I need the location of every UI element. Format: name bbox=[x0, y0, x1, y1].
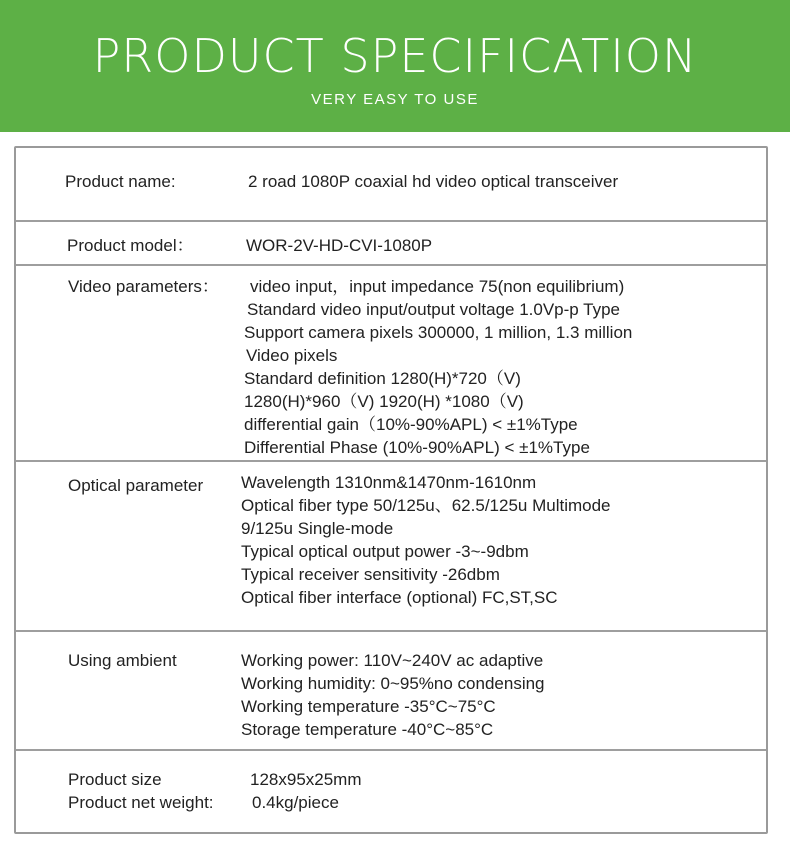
spec-value-line: differential gain（10%-90%APL) < ±1%Type bbox=[244, 415, 578, 434]
spec-value-line: Working temperature -35°C~75°C bbox=[241, 697, 496, 716]
row-divider bbox=[16, 460, 766, 462]
spec-label: Product size bbox=[68, 770, 162, 789]
row-divider bbox=[16, 749, 766, 751]
row-divider bbox=[16, 630, 766, 632]
spec-table bbox=[14, 146, 768, 834]
page-subtitle: VERY EASY TO USE bbox=[311, 91, 479, 108]
spec-label: Using ambient bbox=[68, 651, 177, 670]
spec-value-line: WOR-2V-HD-CVI-1080P bbox=[246, 236, 433, 255]
spec-value-line: 1280(H)*960（V) 1920(H) *1080（V) bbox=[244, 392, 524, 411]
spec-value-line: Typical optical output power -3~-9dbm bbox=[241, 542, 529, 561]
row-divider bbox=[16, 220, 766, 222]
spec-value bbox=[248, 170, 618, 193]
spec-label: Product name: bbox=[65, 172, 176, 191]
spec-label: Optical parameter bbox=[68, 476, 204, 495]
spec-value-line: Optical fiber interface (optional) FC,ST,SC bbox=[241, 588, 558, 607]
spec-value-line: Working power: 110V~240V ac adaptive bbox=[241, 651, 544, 670]
spec-value: 0.4kg/piece bbox=[252, 793, 339, 812]
spec-value bbox=[241, 649, 545, 741]
spec-value-line: 9/125u Single-mode bbox=[241, 519, 394, 538]
spec-value-line: Differential Phase (10%-90%APL) < ±1%Type bbox=[244, 438, 590, 457]
header-banner bbox=[0, 0, 790, 132]
spec-label: Product model： bbox=[67, 236, 194, 255]
spec-value-line: Working humidity: 0~95%no condensing bbox=[241, 674, 545, 693]
spec-value-line: Standard definition 1280(H)*720（V) bbox=[244, 369, 521, 388]
spec-label: Product net weight: bbox=[68, 793, 214, 812]
spec-value-line: Video pixels bbox=[246, 346, 338, 365]
spec-value-line: 2 road 1080P coaxial hd video optical transceiver bbox=[248, 172, 619, 191]
spec-value-line: Standard video input/output voltage 1.0Vp-p Type bbox=[247, 300, 621, 319]
spec-value: 128x95x25mm bbox=[250, 770, 362, 789]
spec-value bbox=[244, 275, 632, 459]
spec-value-line: Storage temperature -40°C~85°C bbox=[241, 720, 494, 739]
spec-value-line: Typical receiver sensitivity -26dbm bbox=[241, 565, 500, 584]
spec-label: Video parameters： bbox=[68, 277, 219, 296]
row-divider bbox=[16, 264, 766, 266]
spec-value bbox=[241, 471, 611, 609]
spec-value-line: Optical fiber type 50/125u、62.5/125u Multimode bbox=[241, 496, 611, 515]
page-title: PRODUCT SPECIFICATION bbox=[92, 29, 698, 83]
spec-value bbox=[246, 234, 432, 257]
spec-value-line: Wavelength 1310nm&1470nm-1610nm bbox=[241, 473, 537, 492]
spec-value-line: video input，input impedance 75(non equilibrium) bbox=[250, 277, 625, 296]
spec-value-line: Support camera pixels 300000, 1 million, 1.3 million bbox=[244, 323, 633, 342]
